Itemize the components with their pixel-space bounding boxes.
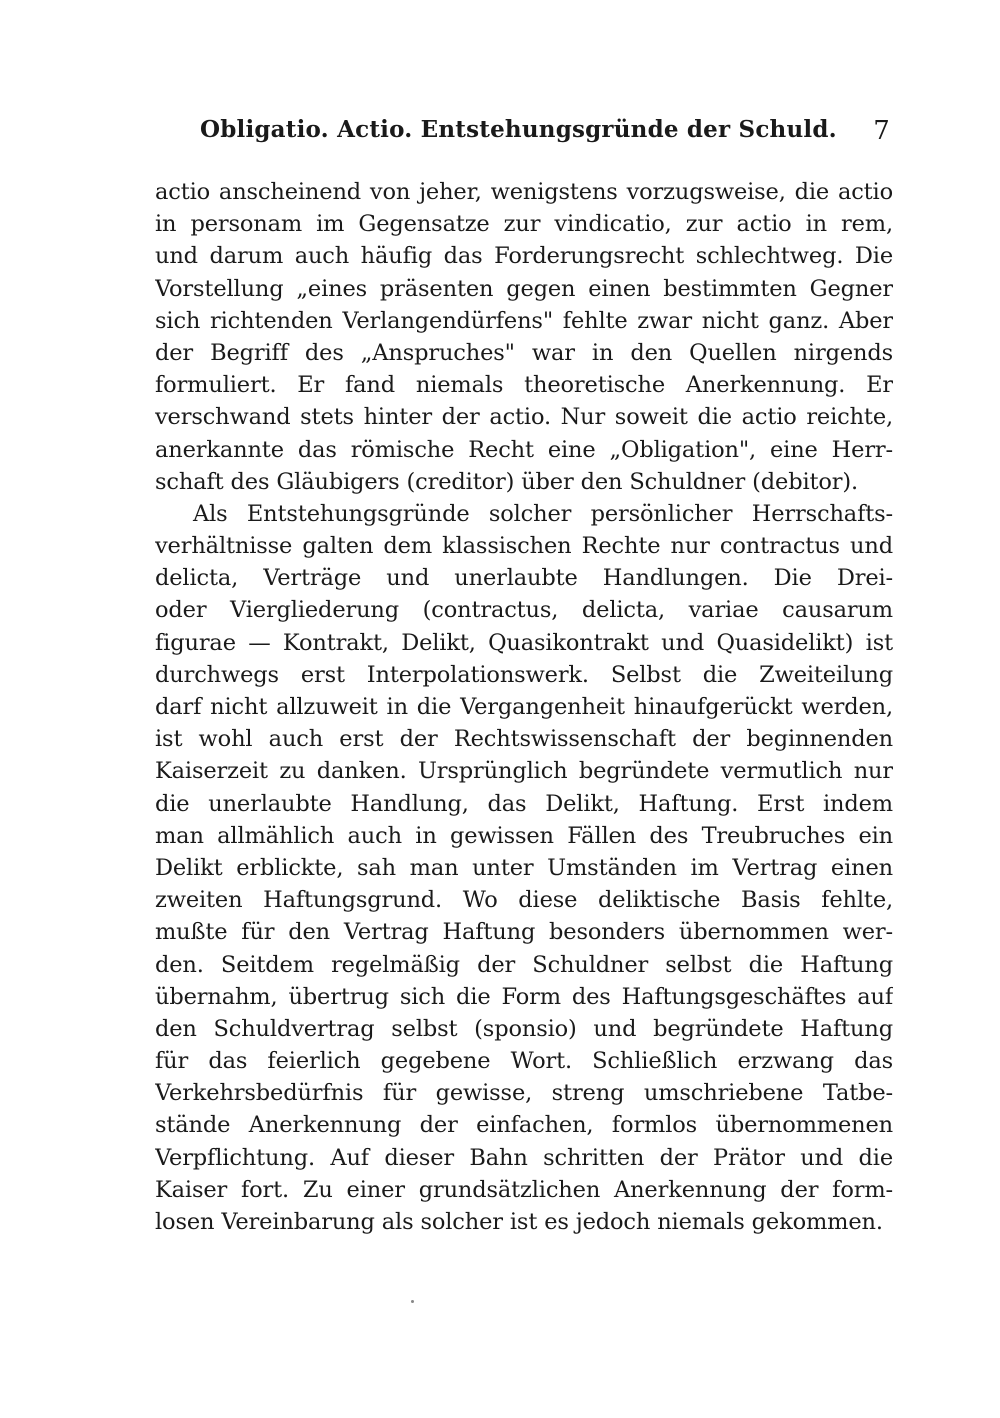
text-line: der Begriff des „Anspruches" war in den Quellen nirgends — [155, 339, 893, 366]
text-line: verhältnisse galten dem klassischen Rechte nur contractus und — [155, 533, 893, 560]
text-line: für das feierlich gegebene Wort. Schließlich erzwang das — [155, 1048, 893, 1075]
text-line: man allmählich auch in gewissen Fällen des Treubruches ein — [155, 822, 893, 849]
body-text — [155, 176, 893, 1238]
text-line: und darum auch häufig das Forderungsrecht schlechtweg. Die — [155, 243, 893, 270]
text-line: den. Seitdem regelmäßig der Schuldner selbst die Haftung — [155, 951, 893, 978]
text-line: delicta, Verträge und unerlaubte Handlungen. Die Drei- — [155, 565, 893, 592]
text-line: formuliert. Er fand niemals theoretische Anerkennung. Er — [155, 372, 893, 399]
text-line: Verpflichtung. Auf dieser Bahn schritten der Prätor und die — [155, 1144, 893, 1171]
text-line: actio anscheinend von jeher, wenigstens vorzugsweise, die actio — [155, 179, 893, 205]
text-line-paragraph-start: Als Entstehungsgründe solcher persönlicher Herrschafts- — [193, 500, 893, 527]
print-speck — [411, 1300, 414, 1303]
text-line: sich richtenden Verlangendürfens" fehlte zwar nicht ganz. Aber — [155, 307, 893, 334]
text-line: in personam im Gegensatze zur vindicatio, zur actio in rem, — [155, 211, 893, 238]
text-line: verschwand stets hinter der actio. Nur soweit die actio reichte, — [155, 404, 893, 431]
text-line: figurae — Kontrakt, Delikt, Quasikontrakt und Quasidelikt) ist — [155, 629, 893, 656]
text-line: Verkehrsbedürfnis für gewisse, streng umschriebene Tatbe- — [155, 1080, 893, 1107]
text-line: Delikt erblickte, sah man unter Umständen im Vertrag einen — [155, 854, 893, 881]
text-line: stände Anerkennung der einfachen, formlos übernommenen — [155, 1112, 893, 1139]
text-line: ist wohl auch erst der Rechtswissenschaft der beginnenden — [155, 726, 893, 753]
running-head-title: Obligatio. Actio. Entstehungsgründe der Schuld. — [200, 116, 837, 143]
text-line: Vorstellung „eines präsenten gegen einen bestimmten Gegner — [155, 275, 893, 302]
text-line-paragraph-end: losen Vereinbarung als solcher ist es jedoch niemals gekommen. — [155, 1209, 883, 1235]
text-line-paragraph-end: schaft des Gläubigers (creditor) über den Schuldner (debitor). — [155, 468, 859, 495]
text-line: mußte für den Vertrag Haftung besonders übernommen wer- — [155, 919, 893, 946]
text-line: die unerlaubte Handlung, das Delikt, Haftung. Erst indem — [155, 790, 893, 817]
text-line: zweiten Haftungsgrund. Wo diese deliktische Basis fehlte, — [155, 887, 893, 914]
text-line: den Schuldvertrag selbst (sponsio) und begründete Haftung — [155, 1015, 893, 1042]
text-line: durchwegs erst Interpolationswerk. Selbst die Zweiteilung — [155, 661, 893, 688]
text-line: darf nicht allzuweit in die Vergangenheit hinaufgerückt werden, — [155, 694, 893, 720]
text-line: anerkannte das römische Recht eine „Obligation", eine Herr- — [155, 436, 893, 463]
text-line: Kaiserzeit zu danken. Ursprünglich begründete vermutlich nur — [155, 758, 893, 785]
running-head — [200, 116, 890, 152]
text-line: Kaiser fort. Zu einer grundsätzlichen Anerkennung der form- — [155, 1176, 893, 1203]
page-number: 7 — [873, 116, 890, 146]
text-line: übernahm, übertrug sich die Form des Haftungsgeschäftes auf — [155, 983, 893, 1010]
text-line: oder Viergliederung (contractus, delicta, variae causarum — [155, 597, 893, 624]
